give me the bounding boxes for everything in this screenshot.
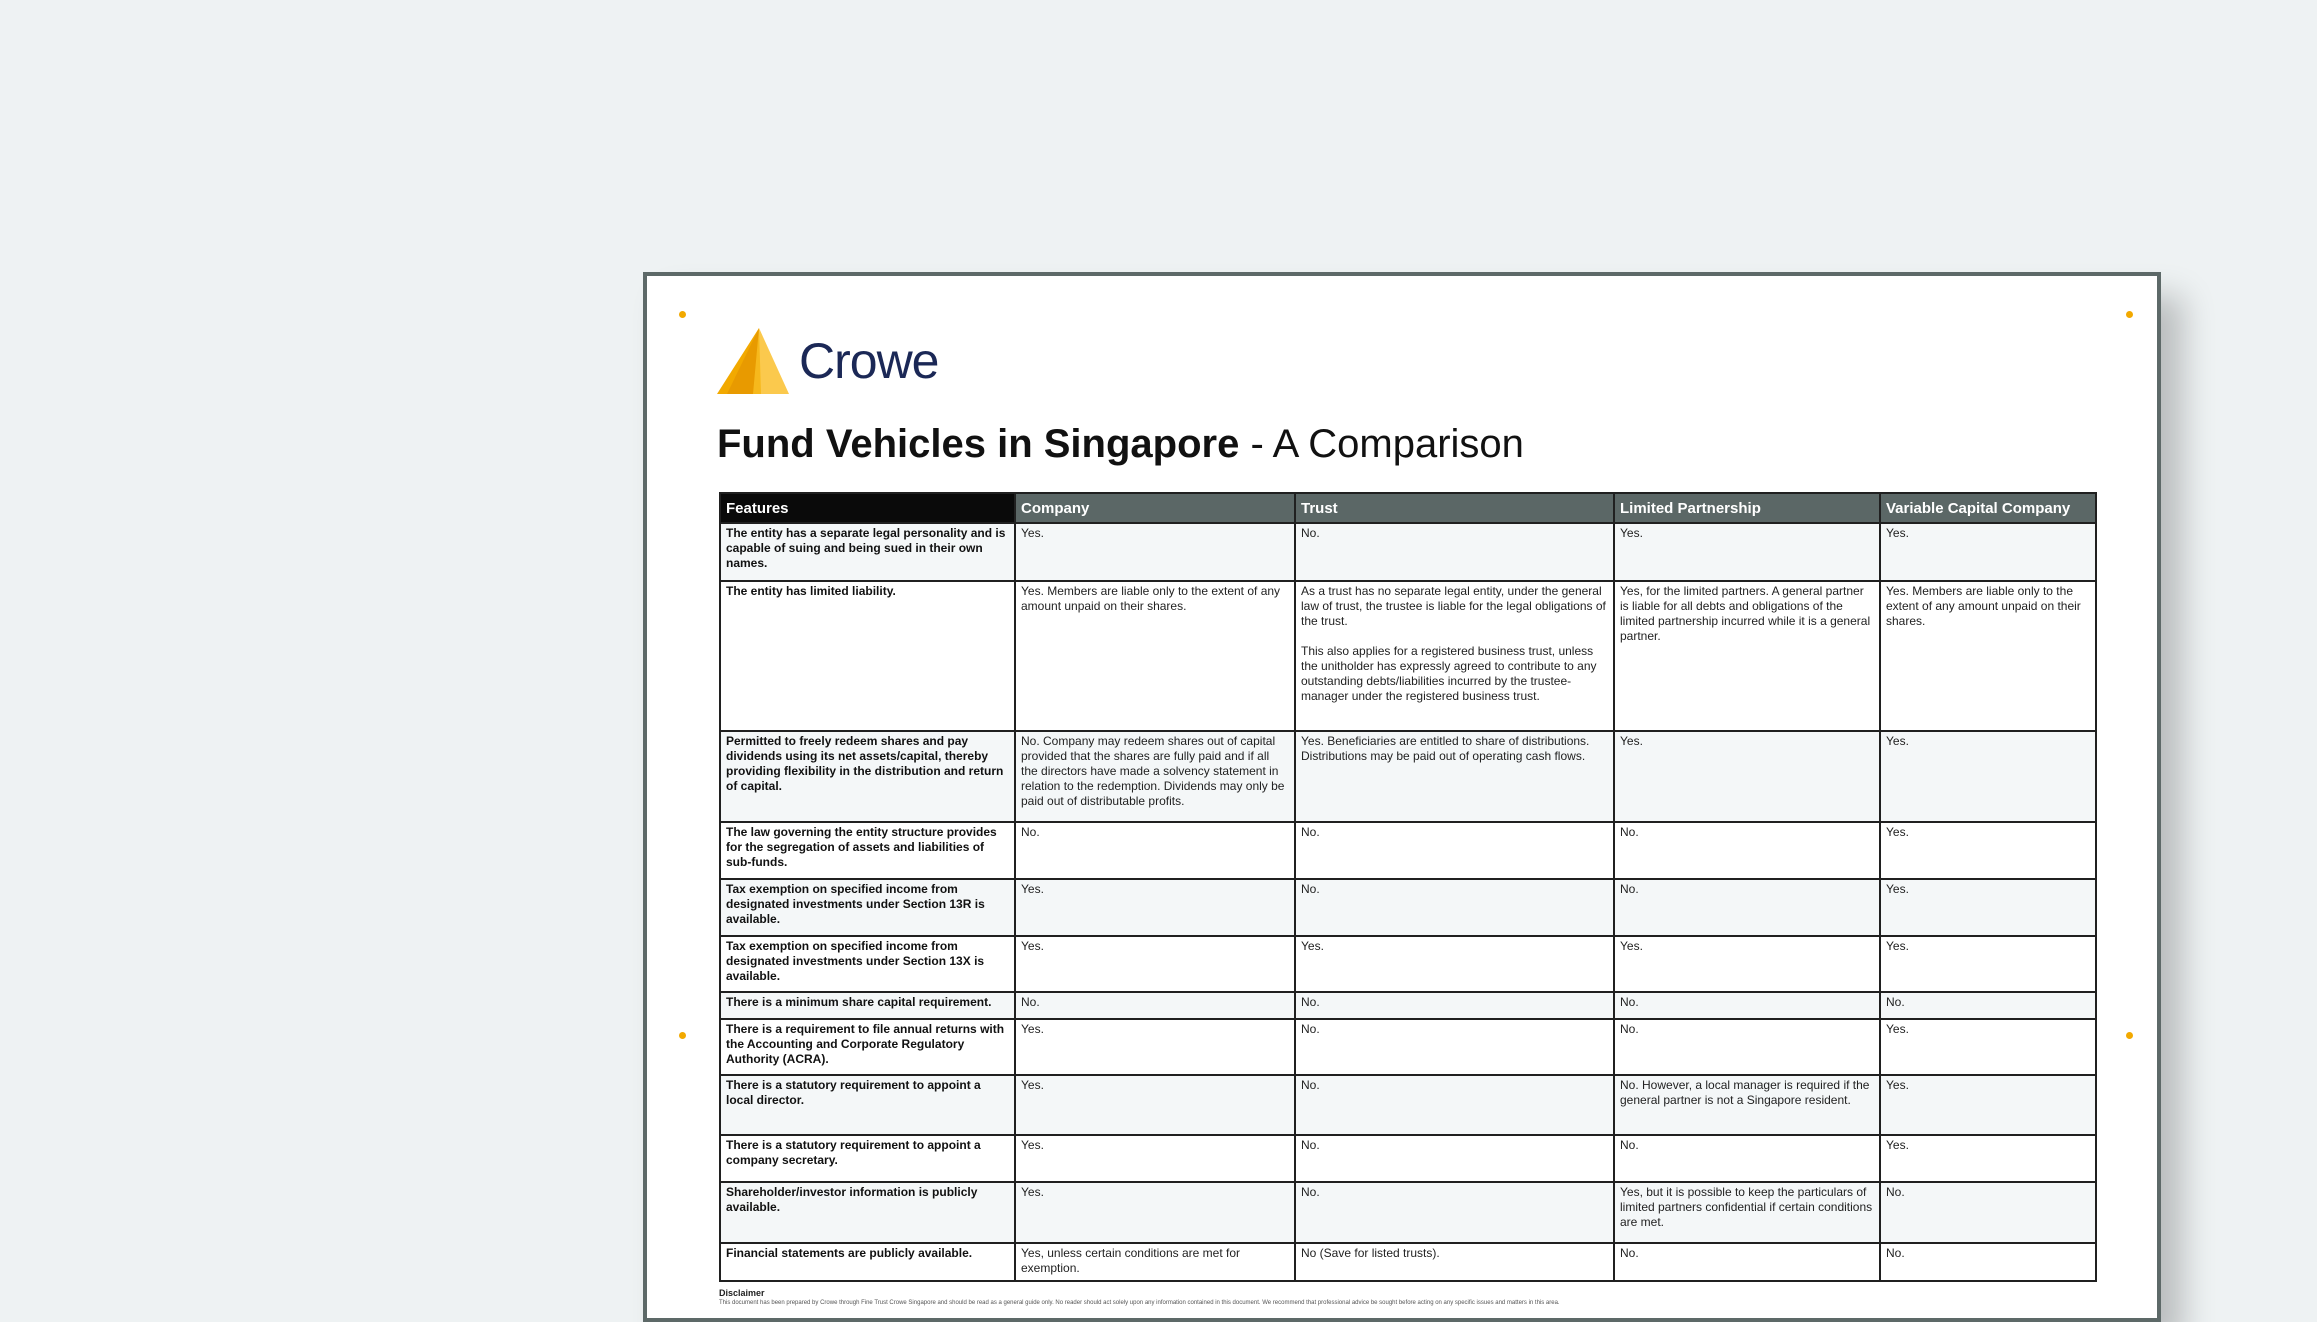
lp-cell: No. <box>1614 822 1880 879</box>
vcc-cell: Yes. <box>1880 523 2096 581</box>
disclaimer-text: This document has been prepared by Crowe through Fine Trust Crowe Singapore and should be read as a general guide only. No reader should act solely upon any information contained in this document. We recommend that professional advice be sought before acting on any specific issues and matters in this area. <box>719 1300 1560 1306</box>
feature-cell: There is a statutory requirement to appoint a local director. <box>720 1075 1015 1135</box>
trust-cell: No. <box>1295 523 1614 581</box>
lp-cell: Yes, for the limited partners. A general partner is liable for all debts and obligations of the limited partnership incurred while it is a general partner. <box>1614 581 1880 731</box>
corner-mark-top-left <box>679 311 686 318</box>
table-row <box>720 1075 2096 1135</box>
comparison-table <box>719 492 2097 1282</box>
vcc-cell: Yes. Members are liable only to the extent of any amount unpaid on their shares. <box>1880 581 2096 731</box>
table-row <box>720 1182 2096 1243</box>
feature-cell: There is a requirement to file annual returns with the Accounting and Corporate Regulatory Authority (ACRA). <box>720 1019 1015 1075</box>
feature-cell: The entity has a separate legal personality and is capable of suing and being sued in their own names. <box>720 523 1015 581</box>
trust-cell: No. <box>1295 822 1614 879</box>
corner-mark-mid-right <box>2126 1032 2133 1039</box>
vcc-cell: No. <box>1880 992 2096 1019</box>
document-title <box>717 422 1524 467</box>
title-bold: Fund Vehicles in Singapore <box>717 422 1240 466</box>
table-row <box>720 1135 2096 1182</box>
feature-cell: Tax exemption on specified income from designated investments under Section 13R is available. <box>720 879 1015 936</box>
lp-cell: Yes, but it is possible to keep the particulars of limited partners confidential if certain conditions are met. <box>1614 1182 1880 1243</box>
vcc-cell: No. <box>1880 1182 2096 1243</box>
document-page <box>643 272 2161 1322</box>
feature-cell: Permitted to freely redeem shares and pay dividends using its net assets/capital, thereby providing flexibility in the distribution and return of capital. <box>720 731 1015 822</box>
trust-cell <box>1295 581 1614 731</box>
trust-cell: No. <box>1295 879 1614 936</box>
header-limited-partnership: Limited Partnership <box>1614 493 1880 523</box>
table-row <box>720 879 2096 936</box>
vcc-cell: Yes. <box>1880 1019 2096 1075</box>
lp-cell: Yes. <box>1614 731 1880 822</box>
corner-mark-mid-left <box>679 1032 686 1039</box>
company-cell: Yes. <box>1015 1019 1295 1075</box>
trust-cell: No. <box>1295 1135 1614 1182</box>
table-row <box>720 523 2096 581</box>
trust-cell: No. <box>1295 992 1614 1019</box>
lp-cell: No. <box>1614 992 1880 1019</box>
vcc-cell: Yes. <box>1880 731 2096 822</box>
feature-cell: Tax exemption on specified income from designated investments under Section 13X is available. <box>720 936 1015 992</box>
vcc-cell: Yes. <box>1880 1075 2096 1135</box>
feature-cell: Financial statements are publicly available. <box>720 1243 1015 1281</box>
lp-cell: No. However, a local manager is required if the general partner is not a Singapore resident. <box>1614 1075 1880 1135</box>
header-trust: Trust <box>1295 493 1614 523</box>
table-row <box>720 822 2096 879</box>
company-cell: Yes. <box>1015 523 1295 581</box>
lp-cell: No. <box>1614 1019 1880 1075</box>
header-features: Features <box>720 493 1015 523</box>
table-row <box>720 936 2096 992</box>
trust-cell: No (Save for listed trusts). <box>1295 1243 1614 1281</box>
company-cell: Yes. <box>1015 879 1295 936</box>
feature-cell: Shareholder/investor information is publicly available. <box>720 1182 1015 1243</box>
lp-cell: No. <box>1614 879 1880 936</box>
feature-cell: The entity has limited liability. <box>720 581 1015 731</box>
company-cell: No. <box>1015 822 1295 879</box>
vcc-cell: Yes. <box>1880 822 2096 879</box>
company-cell: Yes. <box>1015 1135 1295 1182</box>
title-light: - A Comparison <box>1250 422 1524 466</box>
trust-cell: No. <box>1295 1019 1614 1075</box>
table-row <box>720 1019 2096 1075</box>
company-cell: No. Company may redeem shares out of capital provided that the shares are fully paid and if all the directors have made a solvency statement in relation to the redemption. Dividends may only be paid out of distributable profits. <box>1015 731 1295 822</box>
trust-cell: No. <box>1295 1075 1614 1135</box>
corner-mark-top-right <box>2126 311 2133 318</box>
vcc-cell: Yes. <box>1880 1135 2096 1182</box>
trust-cell-paragraph: This also applies for a registered business trust, unless the unitholder has expressly agreed to contribute to any outstanding debts/liabilities incurred by the trustee-manager under the registered business trust. <box>1301 644 1597 703</box>
disclaimer-heading: Disclaimer <box>719 1288 765 1298</box>
company-cell: Yes. <box>1015 1182 1295 1243</box>
header-company: Company <box>1015 493 1295 523</box>
trust-cell-paragraph: As a trust has no separate legal entity, under the general law of trust, the trustee is liable for the legal obligations of the trust. <box>1301 584 1606 628</box>
trust-cell: Yes. <box>1295 936 1614 992</box>
table-row <box>720 1243 2096 1281</box>
table-row <box>720 581 2096 731</box>
vcc-cell: Yes. <box>1880 936 2096 992</box>
crowe-logo-mark-icon <box>717 328 789 394</box>
table-header-row <box>720 493 2096 523</box>
company-cell: Yes. Members are liable only to the extent of any amount unpaid on their shares. <box>1015 581 1295 731</box>
crowe-logo <box>717 328 938 394</box>
lp-cell: Yes. <box>1614 523 1880 581</box>
lp-cell: No. <box>1614 1135 1880 1182</box>
header-vcc: Variable Capital Company <box>1880 493 2096 523</box>
vcc-cell: Yes. <box>1880 879 2096 936</box>
trust-cell: No. <box>1295 1182 1614 1243</box>
logo-wordmark: Crowe <box>799 333 939 389</box>
company-cell: Yes, unless certain conditions are met for exemption. <box>1015 1243 1295 1281</box>
company-cell: Yes. <box>1015 936 1295 992</box>
lp-cell: No. <box>1614 1243 1880 1281</box>
feature-cell: There is a statutory requirement to appoint a company secretary. <box>720 1135 1015 1182</box>
table-row <box>720 731 2096 822</box>
feature-cell: There is a minimum share capital requirement. <box>720 992 1015 1019</box>
company-cell: No. <box>1015 992 1295 1019</box>
vcc-cell: No. <box>1880 1243 2096 1281</box>
company-cell: Yes. <box>1015 1075 1295 1135</box>
table-row <box>720 992 2096 1019</box>
lp-cell: Yes. <box>1614 936 1880 992</box>
trust-cell: Yes. Beneficiaries are entitled to share of distributions. Distributions may be paid out of operating cash flows. <box>1295 731 1614 822</box>
feature-cell: The law governing the entity structure provides for the segregation of assets and liabilities of sub-funds. <box>720 822 1015 879</box>
